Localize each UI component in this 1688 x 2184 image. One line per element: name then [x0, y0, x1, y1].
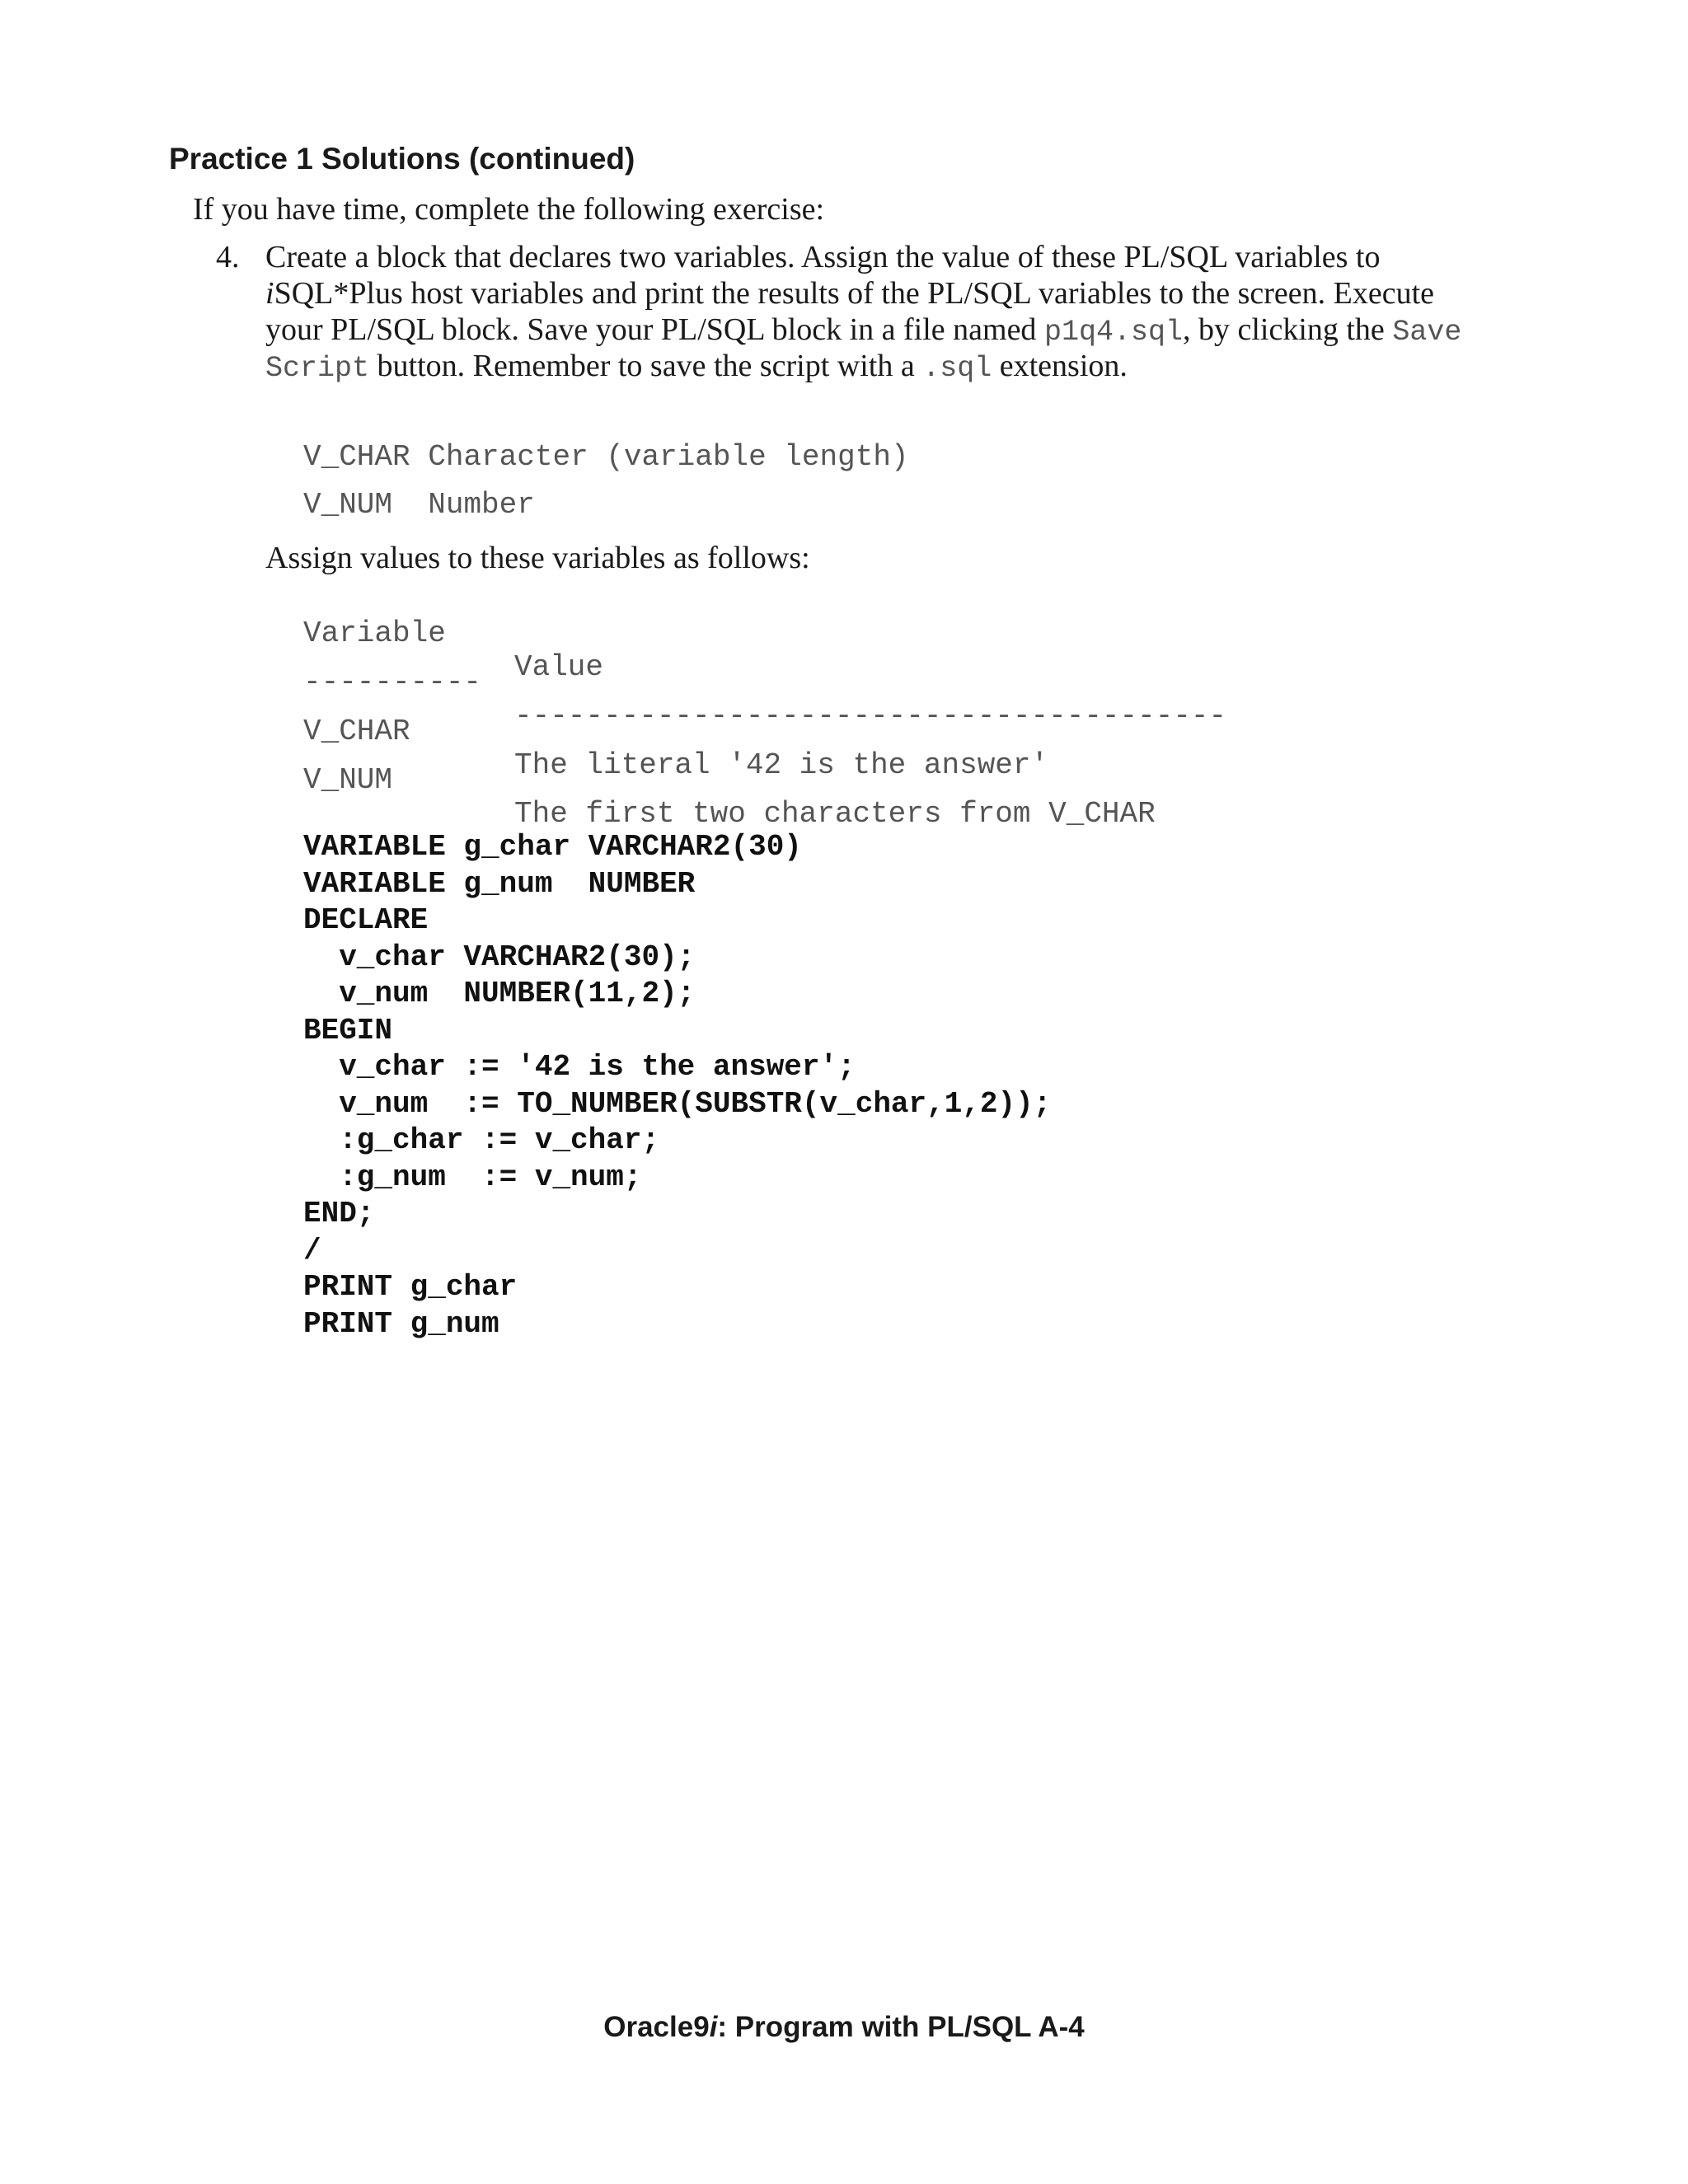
code-line: v_char := '42 is the answer';	[303, 1050, 856, 1084]
code-line: END;	[303, 1197, 375, 1230]
footer-italic: i	[709, 2011, 718, 2043]
task-line-1-text: Create a block that declares two variables. Assign the value of these PL/SQL variables to	[265, 240, 1381, 274]
code-line: PRINT g_num	[303, 1306, 499, 1341]
code-line: DECLARE	[303, 903, 429, 937]
task-line-4	[265, 348, 1461, 384]
code-line: VARIABLE g_char VARCHAR2(30)	[303, 830, 802, 864]
page-footer	[0, 2011, 1688, 2044]
footer-title: : Program with PL/SQL A-4	[717, 2011, 1085, 2043]
task-line-4-text: button. Remember to save the script with a	[369, 349, 923, 383]
table-header-variable: Variable	[303, 616, 446, 650]
script-keyword: Script	[265, 352, 370, 385]
task-line-1	[265, 239, 1461, 275]
intro-text: If you have time, complete the following exercise:	[193, 192, 825, 227]
filename-code: p1q4.sql	[1043, 316, 1183, 349]
task-line-3	[265, 312, 1461, 348]
variable-type: Character (variable length)	[428, 440, 909, 474]
assign-intro: Assign values to these variables as follows:	[265, 541, 810, 575]
variable-name: V_NUM	[303, 488, 393, 522]
variable-name: V_CHAR	[303, 440, 410, 474]
table-cell-variable: V_CHAR	[303, 715, 410, 748]
table-divider: ----------	[303, 665, 482, 699]
code-line: v_num := TO_NUMBER(SUBSTR(v_char,1,2));	[303, 1086, 1052, 1121]
page-heading: Practice 1 Solutions (continued)	[169, 142, 635, 176]
save-keyword: Save	[1392, 316, 1462, 349]
task-line-3-mid: , by clicking the	[1182, 312, 1393, 347]
table-cell-variable: V_NUM	[303, 763, 393, 797]
table-divider: ----------------------------------------	[514, 699, 1227, 733]
task-description	[265, 239, 1461, 384]
table-cell-value: The literal '42 is the answer'	[514, 748, 1049, 782]
task-line-3-text: your PL/SQL block. Save your PL/SQL block in a file named	[265, 312, 1044, 347]
code-line: :g_num := v_num;	[303, 1160, 642, 1194]
code-line: :g_char := v_char;	[303, 1123, 660, 1157]
code-line: BEGIN	[303, 1013, 393, 1047]
task-line-2-text: SQL*Plus host variables and print the results of the PL/SQL variables to the screen. Execute	[274, 276, 1435, 311]
task-line-2	[265, 275, 1461, 312]
footer-product: Oracle9	[603, 2011, 710, 2043]
table-cell-value: The first two characters from V_CHAR	[514, 797, 1156, 831]
variable-type: Number	[428, 488, 535, 522]
code-line: /	[303, 1233, 321, 1268]
code-line: v_char VARCHAR2(30);	[303, 940, 696, 974]
table-header-value: Value	[514, 650, 604, 684]
task-line-2-italic: i	[265, 276, 274, 311]
code-line: PRINT g_char	[303, 1270, 518, 1304]
code-line: VARIABLE g_num NUMBER	[303, 866, 696, 901]
code-line: v_num NUMBER(11,2);	[303, 977, 696, 1010]
task-line-4-end: extension.	[992, 349, 1128, 383]
variable-row	[303, 488, 535, 522]
task-number: 4.	[216, 240, 240, 274]
extension-code: .sql	[922, 352, 992, 385]
variable-row	[303, 440, 909, 474]
code-block	[303, 829, 1051, 1343]
